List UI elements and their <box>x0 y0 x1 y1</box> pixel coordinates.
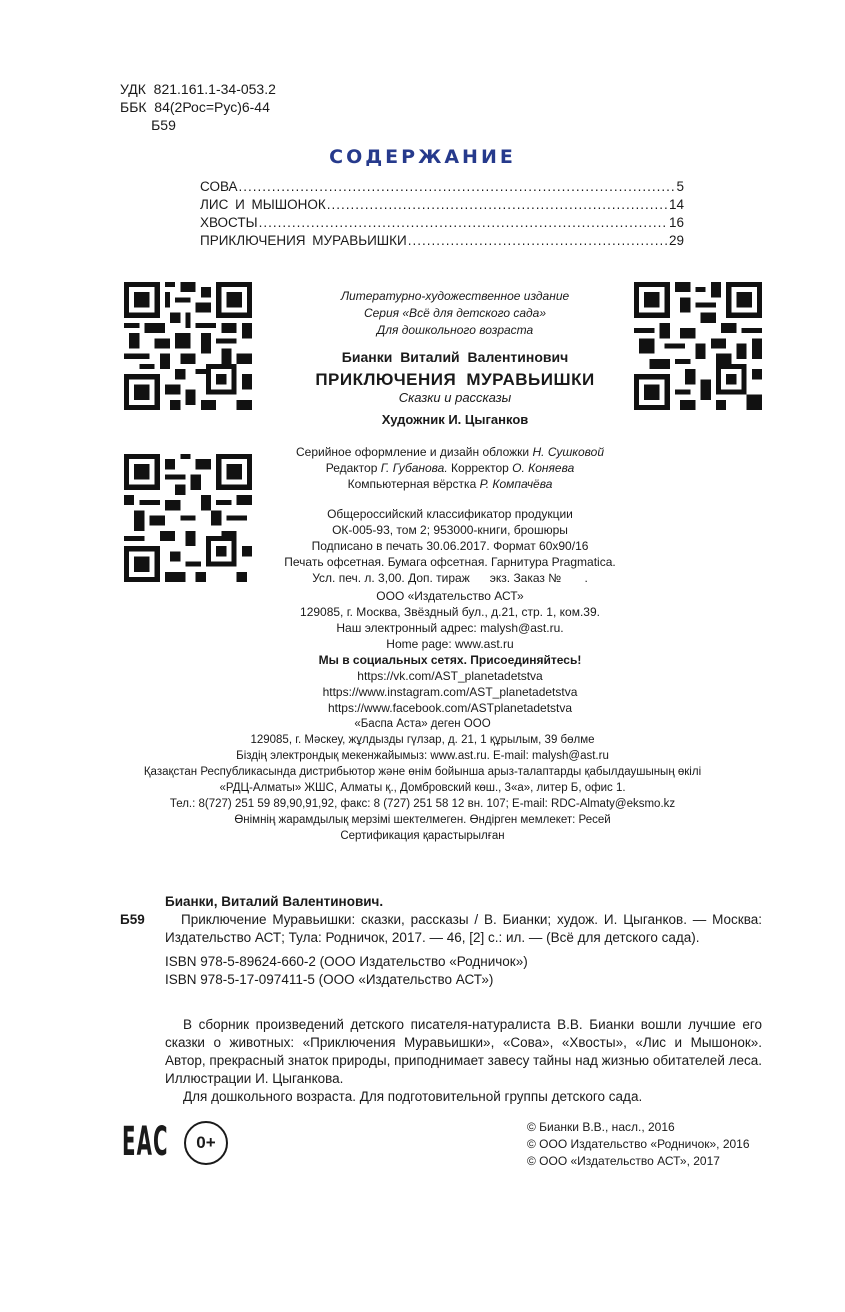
toc-entry-page: 29 <box>668 233 684 248</box>
classification-codes <box>120 80 276 134</box>
table-of-contents <box>200 178 684 250</box>
toc-entry[interactable] <box>200 196 684 214</box>
edition-info <box>260 288 650 427</box>
kz-line: «РДЦ-Алматы» ЖШС, Алматы қ., Домбровский көш., 3«а», литер Б, офис 1. <box>219 782 626 794</box>
toc-entry[interactable] <box>200 232 684 250</box>
eac-mark-icon: ЕАС <box>122 1119 169 1165</box>
biblio-code: Б59 <box>120 912 145 927</box>
kz-line: Тел.: 8(727) 251 59 89,90,91,92, факс: 8 (727) 251 58 12 вн. 107; E-mail: RDC-Almaty@eksmo.kz <box>169 798 676 810</box>
toc-entry-page: 5 <box>676 179 684 194</box>
copyright-line: © ООО «Издательство АСТ», 2017 <box>527 1154 720 1168</box>
edition-age: Для дошкольного возраста <box>376 323 534 337</box>
publisher-homepage[interactable]: Home page: www.ast.ru <box>386 637 514 651</box>
credits <box>200 444 700 492</box>
print-info-line: Подписано в печать 30.06.2017. Формат 60х90/16 <box>311 539 589 553</box>
toc-entry-title: ЛИС И МЫШОНОК <box>200 197 326 212</box>
design-credit: Серийное оформление и дизайн обложки Н. Сушковой <box>296 445 604 459</box>
book-subtitle: Сказки и рассказы <box>398 390 512 405</box>
isbn-list <box>165 953 762 989</box>
author-name: Бианки Виталий Валентинович <box>341 349 569 365</box>
toc-entry-title: ХВОСТЫ <box>200 215 258 230</box>
kz-line: Біздің электрондық мекенжайымыз: www.ast.ru. E-mail: malysh@ast.ru <box>236 750 609 762</box>
layout-credit: Компьютерная вёрстка Р. Компачёва <box>347 477 553 491</box>
print-info-line: Усл. печ. л. 3,00. Доп. тираж экз. Заказ № . <box>312 571 588 585</box>
publisher-info <box>200 588 700 652</box>
illustrator: Художник И. Цыганков <box>381 412 529 427</box>
editor-credit: Редактор Г. Губанова. Корректор О. Коняева <box>325 461 575 475</box>
bibliographic-record <box>120 893 762 989</box>
toc-entry-title: ПРИКЛЮЧЕНИЯ МУРАВЬИШКИ <box>200 233 407 248</box>
udk-code: УДК 821.161.1-34-053.2 <box>120 81 276 97</box>
biblio-description: Приключение Муравьишки: сказки, рассказы / В. Бианки; худож. И. Цыганков. — Москва: Издательство АСТ; Тула: Родничок, 2017. — 46, [2] с.: ил. — (Всё для детского сада). <box>165 912 762 945</box>
isbn: ISBN 978-5-89624-660-2 (ООО Издательство «Родничок») <box>165 954 528 969</box>
toc-leader-dots <box>259 214 668 232</box>
copyright <box>527 1119 750 1170</box>
isbn: ISBN 978-5-17-097411-5 (ООО «Издательство АСТ») <box>165 972 494 987</box>
print-info-line: Печать офсетная. Бумага офсетная. Гарнитура Pragmatica. <box>284 555 616 569</box>
annotation-paragraph: В сборник произведений детского писателя-натуралиста В.В. Бианки вошли лучшие его сказки о животных: «Приключения Муравьишки», «Сова», «Хвосты», «Лис и Мышонок». Автор, прекрасный знаток природы, приподнимает завесу тайны над жизнью обитателей леса. Иллюстрации И. Цыганкова. <box>165 1017 762 1086</box>
social-links <box>200 652 700 716</box>
copyright-line: © ООО Издательство «Родничок», 2016 <box>527 1137 750 1151</box>
toc-entry[interactable] <box>200 178 684 196</box>
biblio-author: Бианки, Виталий Валентинович. <box>165 894 384 909</box>
edition-series: Серия «Всё для детского сада» <box>363 306 547 320</box>
kz-line: Сертификация қарастырылған <box>340 830 505 842</box>
toc-entry-title: СОВА <box>200 179 238 194</box>
age-rating-badge: 0+ <box>184 1121 228 1165</box>
copyright-line: © Бианки В.В., насл., 2016 <box>527 1120 675 1134</box>
author-mark: Б59 <box>120 117 176 133</box>
annotation-paragraph: Для дошкольного возраста. Для подготовительной группы детского сада. <box>183 1089 643 1104</box>
print-info <box>200 506 700 586</box>
kz-line: «Баспа Аста» деген ООО <box>354 718 491 730</box>
print-info-line: Общероссийский классификатор продукции <box>327 507 573 521</box>
qr-code-icon[interactable] <box>124 282 252 410</box>
social-link-instagram[interactable]: https://www.instagram.com/AST_planetadetstva <box>322 685 578 699</box>
publisher-name: ООО «Издательство АСТ» <box>376 589 524 603</box>
toc-entry-page: 16 <box>668 215 684 230</box>
toc-leader-dots <box>327 196 668 214</box>
publisher-email[interactable]: Наш электронный адрес: malysh@ast.ru. <box>336 621 564 635</box>
bbk-code: ББК 84(2Рос=Рус)6-44 <box>120 99 270 115</box>
social-heading: Мы в социальных сетях. Присоединяйтесь! <box>318 653 582 667</box>
toc-title: СОДЕРЖАНИЕ <box>329 146 516 168</box>
kz-line: Қазақстан Республикасында дистрибьютор және өнім бойынша арыз-талаптарды қабылдаушының өкілі <box>143 766 702 778</box>
social-link-vk[interactable]: https://vk.com/AST_planetadetstva <box>357 669 543 683</box>
print-info-line: ОК-005-93, том 2; 953000-книги, брошюры <box>332 523 568 537</box>
qr-code-icon[interactable] <box>634 282 762 410</box>
book-title: ПРИКЛЮЧЕНИЯ МУРАВЬИШКИ <box>315 370 595 389</box>
kz-line: 129085, г. Мәскеу, жұлдызды гүлзар, д. 21, 1 құрылым, 39 бөлме <box>250 734 595 746</box>
kz-line: Өнімнің жарамдылық мерзімі шектелмеген. Өндірген мемлекет: Ресей <box>234 814 611 826</box>
toc-entry[interactable] <box>200 214 684 232</box>
toc-entry-page: 14 <box>668 197 684 212</box>
annotation <box>165 1016 762 1106</box>
toc-leader-dots <box>239 178 676 196</box>
toc-leader-dots <box>408 232 668 250</box>
edition-type: Литературно-художественное издание <box>340 289 570 303</box>
social-link-facebook[interactable]: https://www.facebook.com/ASTplanetadetstva <box>327 701 573 715</box>
kazakh-publisher-info <box>60 716 785 844</box>
publisher-address: 129085, г. Москва, Звёздный бул., д.21, стр. 1, ком.39. <box>300 605 600 619</box>
